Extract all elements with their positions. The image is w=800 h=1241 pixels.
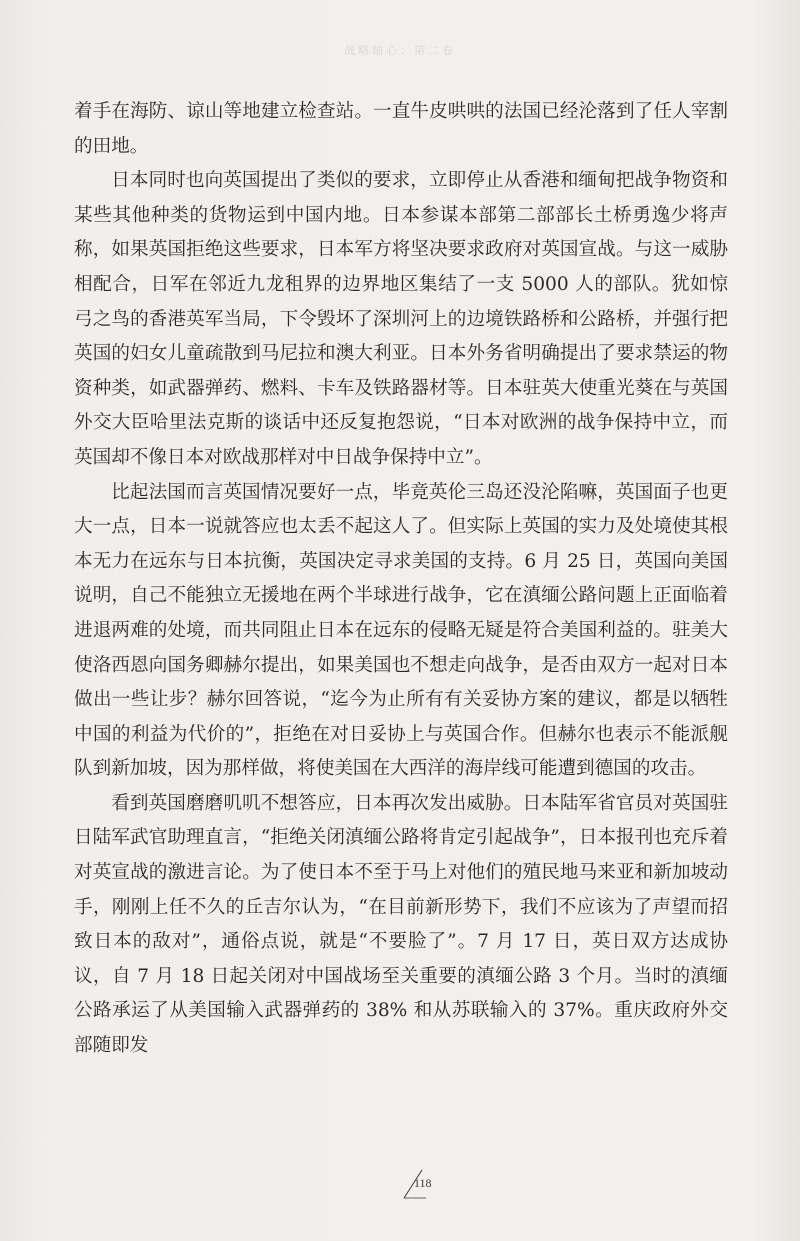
body-text — [74, 95, 728, 1064]
paragraph-4: 看到英国磨磨叽叽不想答应，日本再次发出威胁。日本陆军省官员对英国驻日陆军武官助理直言，“拒绝关闭滇缅公路将肯定引起战争”，日本报刊也充斥着对英宣战的激进言论。为了使日本不至于马上对他们的殖民地马来亚和新加坡动手，刚刚上任不久的丘吉尔认为，“在目前新形势下，我们不应该为了声望而招致日本的敌对”，通俗点说，就是“不要脸了”。7 月 17 日，英日双方达成协议，自 7 月 18 日起关闭对中国战场至关重要的滇缅公路 3 个月。当时的滇缅公路承运了从美国输入武器弹药的 38% 和从苏联输入的 37%。重庆政府外交部随即发 — [74, 792, 728, 1057]
page-number: 118 — [414, 1176, 432, 1190]
paragraph-1: 着手在海防、谅山等地建立检查站。一直牛皮哄哄的法国已经沦落到了任人宰割的田地。 — [74, 101, 728, 157]
running-header: 战略轴心：第二卷 — [344, 44, 456, 57]
page-footer — [0, 1168, 800, 1208]
paragraph-2: 日本同时也向英国提出了类似的要求，立即停止从香港和缅甸把战争物资和某些其他种类的货物运到中国内地。日本参谋本部第二部部长土桥勇逸少将声称，如果英国拒绝这些要求，日本军方将坚决要求政府对英国宣战。与这一威胁相配合，日军在邻近九龙租界的边界地区集结了一支 5000 人的部队。犹如惊弓之鸟的香港英军当局，下令毁坏了深圳河上的边境铁路桥和公路桥，并强行把英国的妇女儿童疏散到马尼拉和澳大利亚。日本外务省明确提出了要求禁运的物资种类，如武器弹药、燃料、卡车及铁路器材等。日本驻英大使重光葵在与英国外交大臣哈里法克斯的谈话中还反复抱怨说，“日本对欧洲的战争保持中立，而英国却不像日本对欧战那样对中日战争保持中立”。 — [74, 170, 728, 468]
paragraph-3: 比起法国而言英国情况要好一点，毕竟英伦三岛还没沦陷嘛，英国面子也更大一点，日本一说就答应也太丢不起这人了。但实际上英国的实力及处境使其根本无力在远东与日本抗衡，英国决定寻求美国的支持。6 月 25 日，英国向美国说明，自己不能独立无援地在两个半球进行战争，它在滇缅公路问题上正面临着进退两难的处境，而共同阻止日本在远东的侵略无疑是符合美国利益的。驻美大使洛西恩向国务卿赫尔提出，如果美国也不想走向战争，是否由双方一起对日本做出一些让步？赫尔回答说，“迄今为止所有有关妥协方案的建议，都是以牺牲中国的利益为代价的”，拒绝在对日妥协上与英国合作。但赫尔也表示不能派舰队到新加坡，因为那样做，将使美国在大西洋的海岸线可能遭到德国的攻击。 — [74, 481, 728, 780]
